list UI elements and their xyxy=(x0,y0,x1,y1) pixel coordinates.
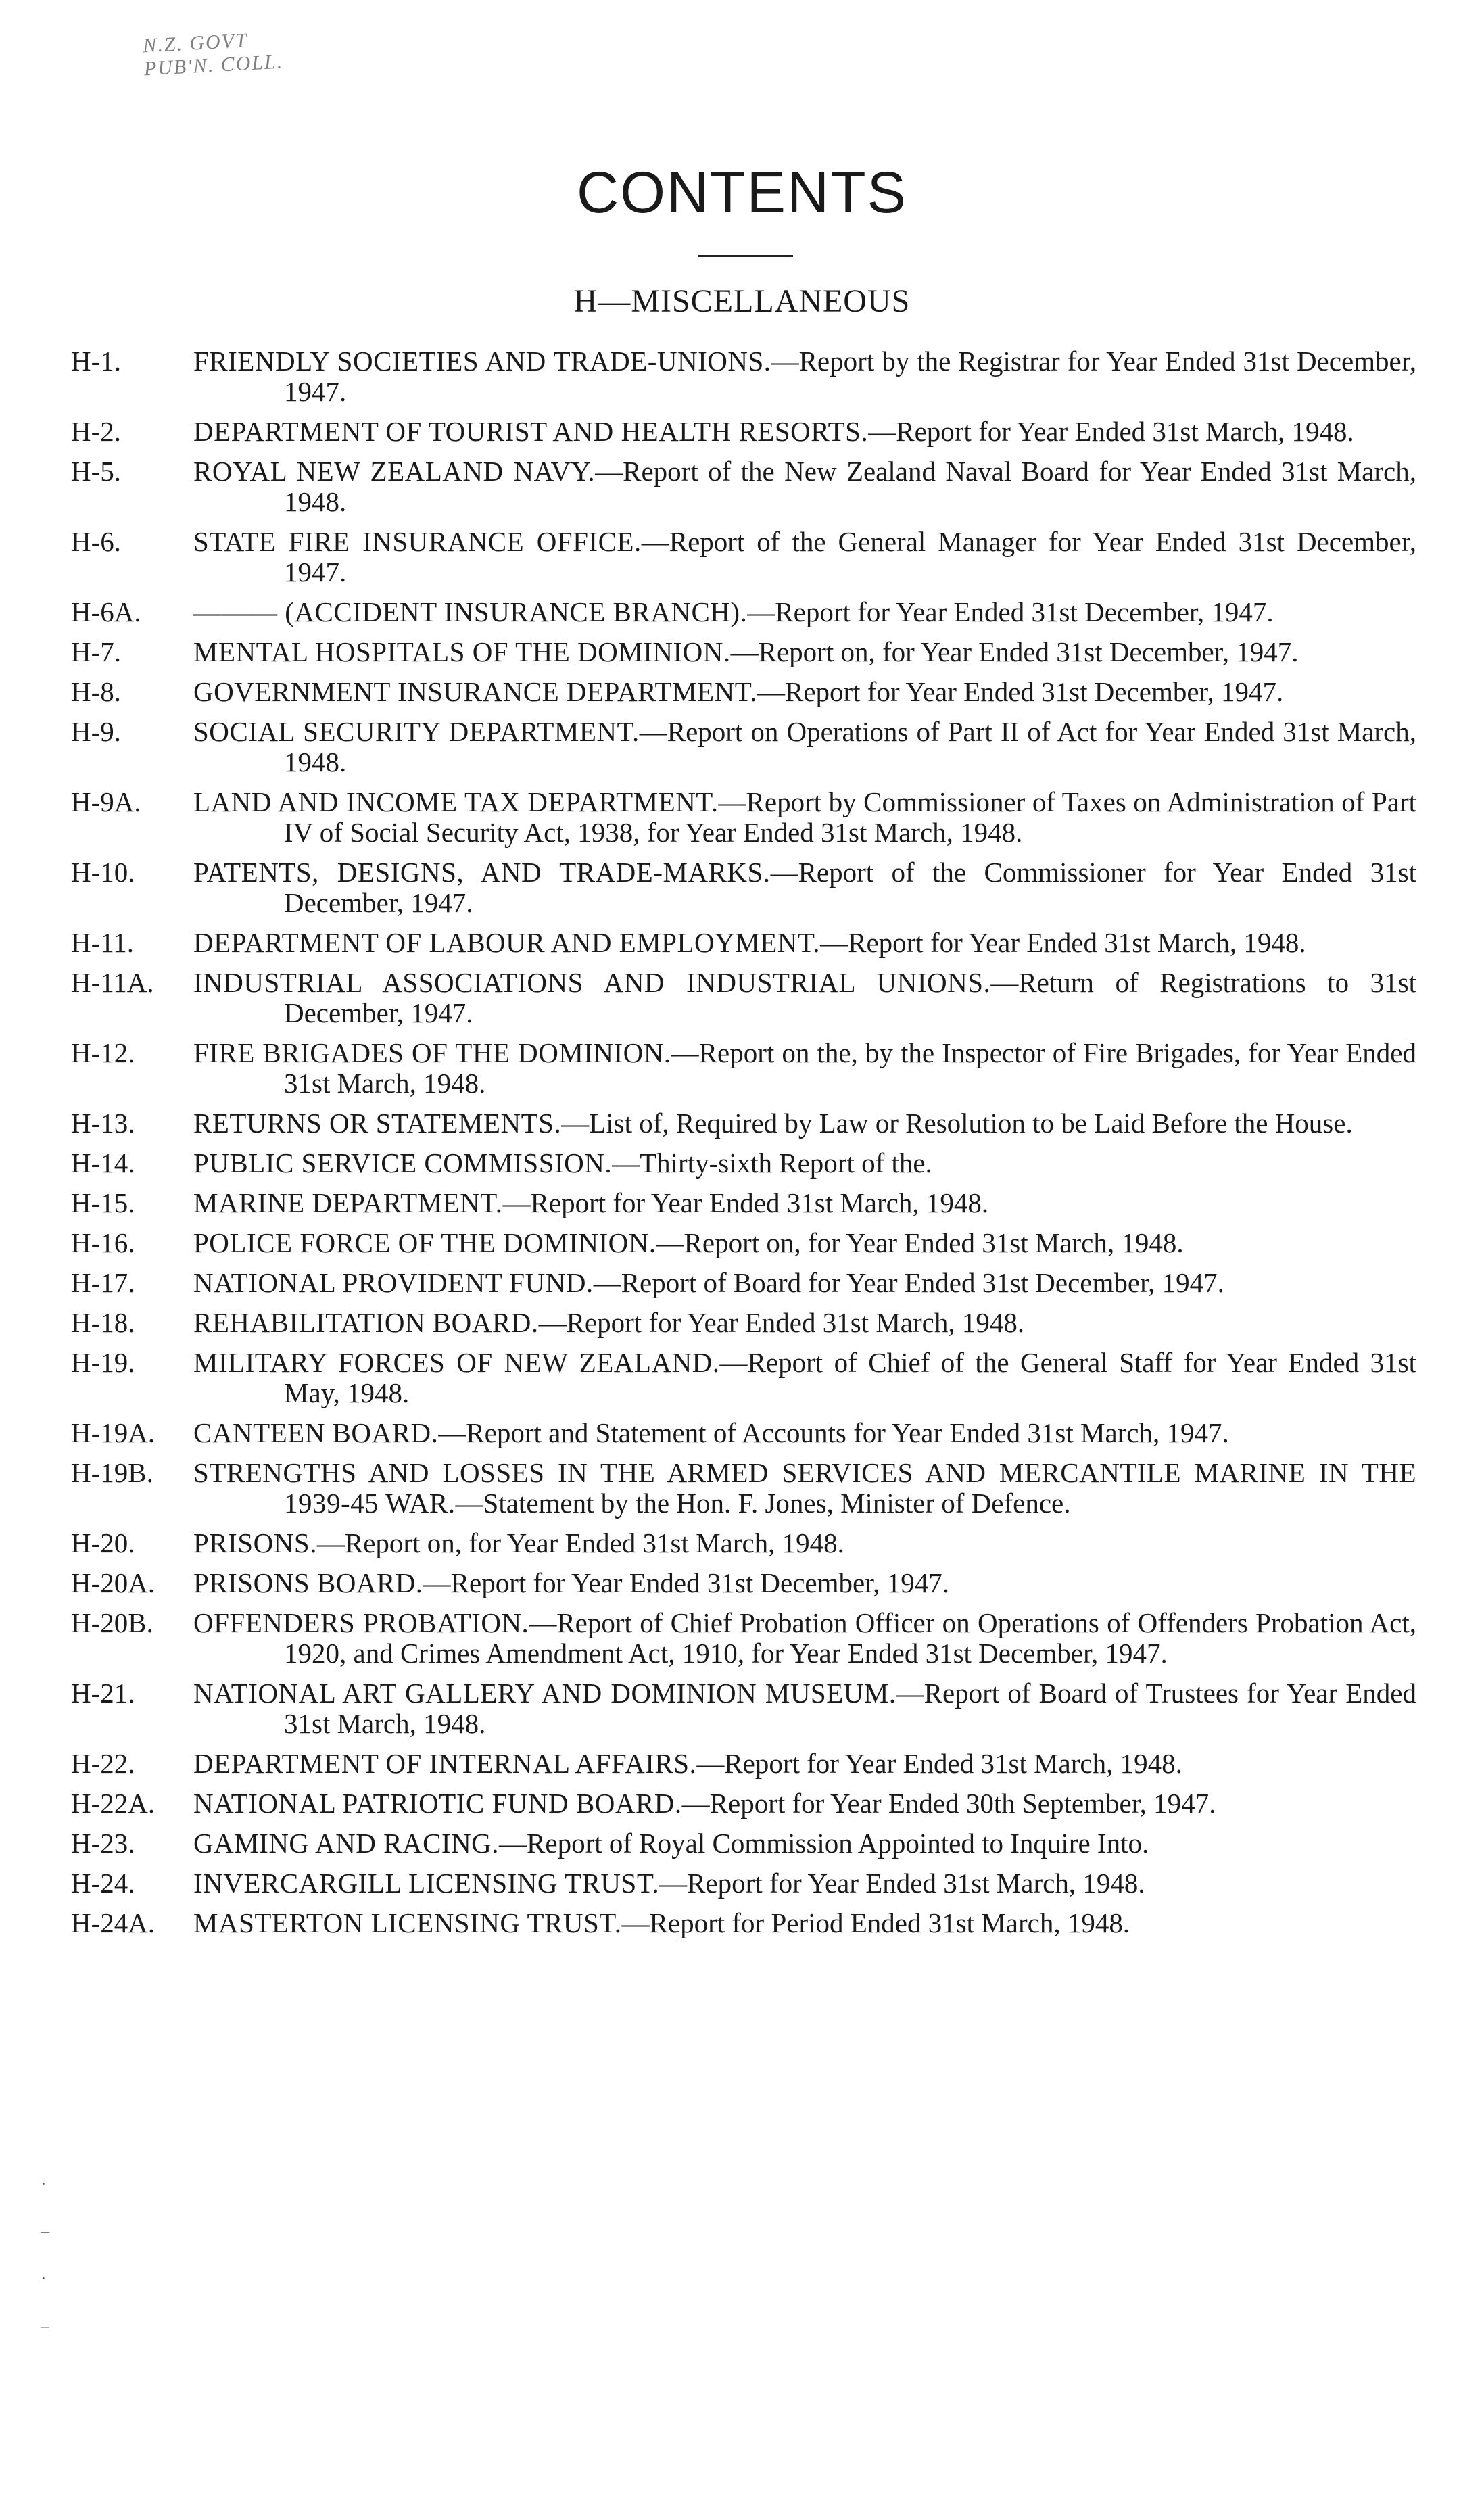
entry-description: —List of, Required by Law or Resolution to be Laid Before the House. xyxy=(561,1108,1353,1139)
entry-body xyxy=(193,1267,1416,1298)
entry-code: H-23. xyxy=(71,1828,135,1859)
entry-title: OFFENDERS PROBATION. xyxy=(193,1607,529,1638)
contents-entry xyxy=(0,1828,1484,1859)
entry-description: —Report by Commissioner of Taxes on Administration of Part IV of Social Security Act, 1938, for Year Ended 31st March, 1948. xyxy=(284,786,1417,848)
entry-title: DEPARTMENT OF TOURIST AND HEALTH RESORTS. xyxy=(193,416,869,447)
entry-title: NATIONAL PROVIDENT FUND. xyxy=(193,1267,594,1298)
entry-title: MILITARY FORCES OF NEW ZEALAND. xyxy=(193,1347,720,1378)
entry-body xyxy=(193,1748,1416,1779)
contents-entry xyxy=(0,928,1484,958)
stamp-line-2: PUB'N. COLL. xyxy=(143,50,284,80)
contents-entry xyxy=(0,1038,1484,1099)
contents-entry xyxy=(0,1188,1484,1218)
entry-code: H-20B. xyxy=(71,1607,153,1638)
entry-description: —Report for Year Ended 31st March, 1948. xyxy=(868,416,1354,447)
entry-code: H-9. xyxy=(71,716,122,747)
title-divider xyxy=(698,255,793,257)
contents-entry xyxy=(0,1108,1484,1139)
entry-body xyxy=(193,456,1416,517)
contents-entry xyxy=(0,1418,1484,1448)
entry-title: PRISONS BOARD. xyxy=(193,1567,423,1598)
entry-description: —Report of Board for Year Ended 31st December, 1947. xyxy=(593,1267,1224,1298)
entry-description: —Report for Year Ended 31st March, 1948. xyxy=(502,1187,989,1218)
entry-description: —Report on the, by the Inspector of Fire Brigades, for Year Ended 31st March, 1948. xyxy=(284,1037,1416,1099)
entry-title: LAND AND INCOME TAX DEPARTMENT. xyxy=(193,786,719,817)
entry-body xyxy=(193,927,1416,958)
entry-body xyxy=(193,346,1416,407)
contents-entry xyxy=(0,1458,1484,1519)
contents-entry xyxy=(0,717,1484,778)
entry-title: PRISONS. xyxy=(193,1527,317,1558)
entry-description: —Report and Statement of Accounts for Year Ended 31st March, 1947. xyxy=(438,1417,1229,1448)
entry-description: —Report of the Commissioner for Year Ended 31st December, 1947. xyxy=(284,857,1416,918)
entry-title: INDUSTRIAL ASSOCIATIONS AND INDUSTRIAL UNIONS. xyxy=(193,967,991,998)
contents-entry xyxy=(0,1748,1484,1779)
entry-description: —Report for Period Ended 31st March, 1948. xyxy=(621,1907,1130,1938)
entry-code: H-19B. xyxy=(71,1457,153,1488)
entry-description: —Report on, for Year Ended 31st December, 1947. xyxy=(730,636,1299,667)
entry-body xyxy=(193,1788,1416,1819)
contents-entry xyxy=(0,1228,1484,1258)
entry-description: —Report of Chief Probation Officer on Operations of Offenders Probation Act, 1920, and Crimes Amendment Act, 1910, for Year Ended 31st December, 1947. xyxy=(284,1607,1416,1669)
entry-code: H-7. xyxy=(71,636,122,667)
entry-body xyxy=(193,1227,1416,1258)
entry-title: SOCIAL SECURITY DEPARTMENT. xyxy=(193,716,640,747)
entry-body xyxy=(193,1037,1416,1099)
contents-entry xyxy=(0,1568,1484,1598)
entry-code: H-14. xyxy=(71,1147,135,1179)
entry-title: DEPARTMENT OF INTERNAL AFFAIRS. xyxy=(193,1748,697,1779)
entry-code: H-24A. xyxy=(71,1907,155,1938)
contents-entry xyxy=(0,1608,1484,1669)
entry-title: PUBLIC SERVICE COMMISSION. xyxy=(193,1147,613,1179)
entry-title: GOVERNMENT INSURANCE DEPARTMENT. xyxy=(193,676,757,707)
entry-body xyxy=(193,526,1417,588)
entry-title: STRENGTHS AND LOSSES IN THE ARMED SERVICES AND MERCANTILE MARINE IN THE 1939-45 WAR. xyxy=(193,1457,1416,1519)
contents-entry xyxy=(0,1908,1484,1938)
entry-code: H-22A. xyxy=(71,1788,155,1819)
margin-mark: · xyxy=(41,2174,47,2193)
contents-entry xyxy=(0,1678,1484,1739)
entry-title: STATE FIRE INSURANCE OFFICE. xyxy=(193,526,642,557)
entry-code: H-13. xyxy=(71,1108,135,1139)
entry-code: H-10. xyxy=(71,857,135,888)
entry-description: —Report of Chief of the General Staff for Year Ended 31st May, 1948. xyxy=(284,1347,1416,1408)
entry-body xyxy=(193,1607,1416,1669)
contents-entry xyxy=(0,1308,1484,1338)
contents-entry xyxy=(0,597,1484,627)
entry-description: —Report of Board of Trustees for Year Ended 31st March, 1948. xyxy=(284,1677,1417,1739)
entry-body xyxy=(193,1147,1416,1179)
contents-entry xyxy=(0,346,1484,407)
entry-body xyxy=(193,786,1417,848)
entry-code: H-1. xyxy=(71,346,122,377)
entry-code: H-19. xyxy=(71,1347,135,1378)
entry-description: —Report for Year Ended 30th September, 1947. xyxy=(681,1788,1216,1819)
margin-mark: · xyxy=(41,2268,47,2288)
entry-description: —Report by the Registrar for Year Ended 31st December, 1947. xyxy=(284,346,1416,407)
contents-entry xyxy=(0,416,1484,447)
entry-body xyxy=(193,596,1416,627)
contents-entry xyxy=(0,968,1484,1028)
entry-body xyxy=(193,676,1416,707)
entry-description: —Report on, for Year Ended 31st March, 1948. xyxy=(316,1527,844,1558)
entry-title: POLICE FORCE OF THE DOMINION. xyxy=(193,1227,656,1258)
entry-code: H-24. xyxy=(71,1867,135,1899)
entry-code: H-6. xyxy=(71,526,122,557)
contents-entry xyxy=(0,1528,1484,1558)
entry-description: —Report on, for Year Ended 31st March, 1948. xyxy=(656,1227,1184,1258)
entry-code: H-16. xyxy=(71,1227,135,1258)
entry-body xyxy=(193,1187,1416,1218)
entry-body xyxy=(193,1677,1417,1739)
entry-code: H-12. xyxy=(71,1037,135,1068)
entry-title: RETURNS OR STATEMENTS. xyxy=(193,1108,562,1139)
section-heading: H—MISCELLANEOUS xyxy=(573,283,911,319)
entry-title: MASTERTON LICENSING TRUST. xyxy=(193,1907,622,1938)
entry-title: CANTEEN BOARD. xyxy=(193,1417,439,1448)
entry-code: H-22. xyxy=(71,1748,135,1779)
library-stamp xyxy=(142,28,284,81)
entry-body xyxy=(193,1527,1416,1558)
entry-body xyxy=(193,1307,1416,1338)
entry-code: H-20. xyxy=(71,1527,135,1558)
contents-entry xyxy=(0,787,1484,848)
entry-description: —Return of Registrations to 31st December, 1947. xyxy=(284,967,1416,1028)
entry-description: —Statement by the Hon. F. Jones, Minister of Defence. xyxy=(455,1488,1071,1519)
stamp-line-1: N.Z. GOVT xyxy=(142,29,249,57)
contents-entry xyxy=(0,1788,1484,1819)
entry-title: FRIENDLY SOCIETIES AND TRADE-UNIONS. xyxy=(193,346,771,377)
entry-title: INVERCARGILL LICENSING TRUST. xyxy=(193,1867,660,1899)
contents-entry xyxy=(0,857,1484,918)
entry-description: —Report of Royal Commission Appointed to Inquire Into. xyxy=(499,1828,1149,1859)
entry-description: —Thirty-sixth Report of the. xyxy=(612,1147,932,1179)
entry-body xyxy=(193,1907,1416,1938)
contents-entry xyxy=(0,1148,1484,1179)
entry-code: H-19A. xyxy=(71,1417,155,1448)
contents-list xyxy=(0,346,1484,1948)
entry-description: —Report of the New Zealand Naval Board for Year Ended 31st March, 1948. xyxy=(284,456,1416,517)
entry-title: NATIONAL PATRIOTIC FUND BOARD. xyxy=(193,1788,682,1819)
entry-description: —Report for Year Ended 31st December, 1947. xyxy=(757,676,1284,707)
entry-code: H-15. xyxy=(71,1187,135,1218)
entry-title: ——— (ACCIDENT INSURANCE BRANCH). xyxy=(193,596,748,627)
contents-entry xyxy=(0,637,1484,667)
entry-body xyxy=(193,1567,1416,1598)
entry-body xyxy=(193,967,1416,1028)
entry-body xyxy=(193,636,1416,667)
entry-description: —Report for Year Ended 31st March, 1948. xyxy=(538,1307,1025,1338)
entry-code: H-2. xyxy=(71,416,122,447)
entry-title: FIRE BRIGADES OF THE DOMINION. xyxy=(193,1037,671,1068)
entry-body xyxy=(193,1347,1416,1408)
entry-code: H-5. xyxy=(71,456,122,487)
entry-code: H-6A. xyxy=(71,596,141,627)
entry-description: —Report for Year Ended 31st December, 1947. xyxy=(423,1567,949,1598)
entry-code: H-8. xyxy=(71,676,122,707)
entry-code: H-11A. xyxy=(71,967,154,998)
entry-title: REHABILITATION BOARD. xyxy=(193,1307,539,1338)
contents-entry xyxy=(0,677,1484,707)
entry-description: —Report for Year Ended 31st March, 1948. xyxy=(659,1867,1145,1899)
entry-code: H-9A. xyxy=(71,786,141,817)
entry-description: —Report on Operations of Part II of Act for Year Ended 31st March, 1948. xyxy=(284,716,1416,778)
margin-mark: – xyxy=(41,2221,49,2241)
entry-body xyxy=(193,1457,1416,1519)
contents-entry xyxy=(0,1348,1484,1408)
entry-title: GAMING AND RACING. xyxy=(193,1828,500,1859)
contents-entry xyxy=(0,527,1484,588)
entry-code: H-17. xyxy=(71,1267,135,1298)
entry-title: MARINE DEPARTMENT. xyxy=(193,1187,503,1218)
entry-title: NATIONAL ART GALLERY AND DOMINION MUSEUM. xyxy=(193,1677,896,1709)
entry-description: —Report for Year Ended 31st March, 1948. xyxy=(820,927,1306,958)
entry-description: —Report for Year Ended 31st March, 1948. xyxy=(696,1748,1182,1779)
entry-title: DEPARTMENT OF LABOUR AND EMPLOYMENT. xyxy=(193,927,821,958)
entry-body xyxy=(193,1867,1416,1899)
entry-code: H-21. xyxy=(71,1677,135,1709)
page-title: CONTENTS xyxy=(577,160,907,225)
margin-mark: – xyxy=(41,2316,49,2335)
entry-code: H-11. xyxy=(71,927,134,958)
entry-code: H-18. xyxy=(71,1307,135,1338)
entry-body xyxy=(193,416,1416,447)
entry-body xyxy=(193,1828,1416,1859)
entry-code: H-20A. xyxy=(71,1567,155,1598)
contents-entry xyxy=(0,1268,1484,1298)
entry-title: MENTAL HOSPITALS OF THE DOMINION. xyxy=(193,636,731,667)
entry-body xyxy=(193,1417,1416,1448)
contents-entry xyxy=(0,456,1484,517)
contents-entry xyxy=(0,1868,1484,1899)
entry-title: PATENTS, DESIGNS, AND TRADE-MARKS. xyxy=(193,857,771,888)
entry-title: ROYAL NEW ZEALAND NAVY. xyxy=(193,456,596,487)
entry-description: —Report for Year Ended 31st December, 1947. xyxy=(747,596,1274,627)
margin-marks xyxy=(41,2160,49,2350)
entry-body xyxy=(193,716,1416,778)
entry-body xyxy=(193,857,1416,918)
entry-description: —Report of the General Manager for Year Ended 31st December, 1947. xyxy=(284,526,1417,588)
entry-body xyxy=(193,1108,1416,1139)
